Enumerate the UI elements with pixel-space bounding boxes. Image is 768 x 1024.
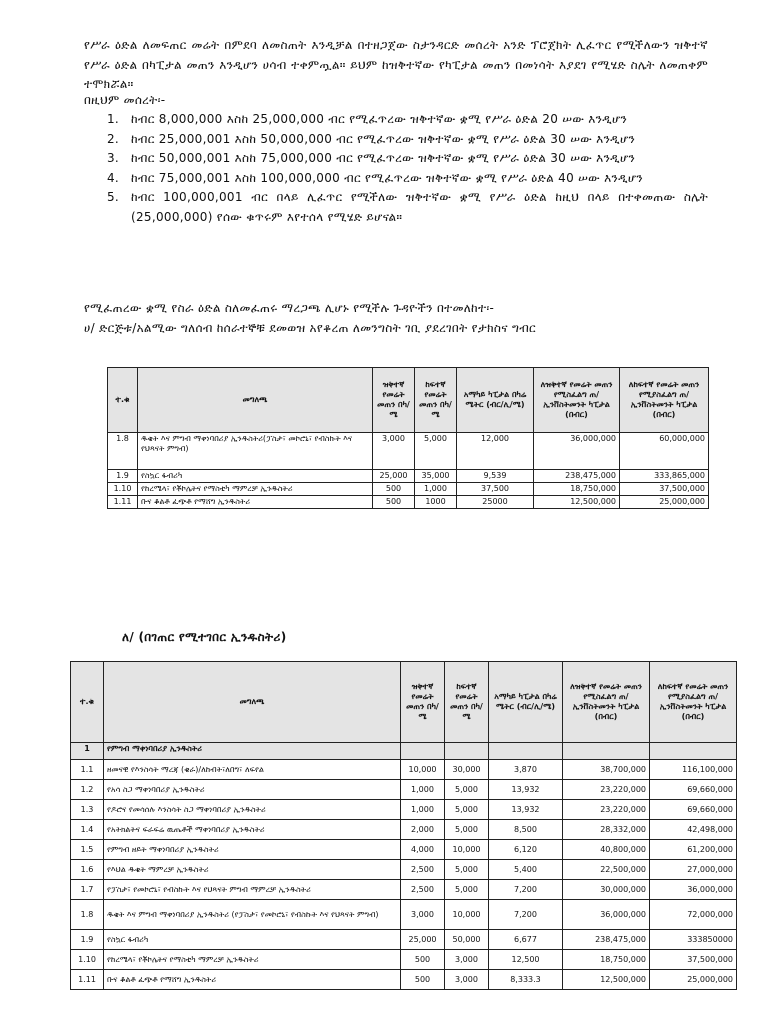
cell-min-capital: 12,500,000	[534, 496, 620, 509]
table-row	[71, 880, 737, 900]
cell-avg-capital: 12,000	[457, 433, 534, 470]
cell-min-capital: 40,800,000	[563, 840, 650, 860]
cell-max-capital: 37,500,000	[620, 483, 709, 496]
cell-description: ቡና ቆልቶ ፈጭቶ የማሸግ ኢንዱስትሪ	[138, 496, 373, 509]
capital-range-list	[107, 110, 708, 227]
cell-min-land: 3,000	[401, 900, 445, 930]
header-min-capital: ለዝቅተኛ የመሬት መጠን የሚስፈልግ ጠ/ኢንቨስትመንት ካፒታል (በብር)	[534, 368, 620, 433]
cell-no: 1.4	[71, 820, 104, 840]
cell-description: የእህል ዱቄት ማምረቻ ኢንዱስትሪ	[104, 860, 401, 880]
cell-description: የከረሜላ፣ የቾኮሌትና የማስቲካ ማምረቻ ኢንዱስትሪ	[104, 950, 401, 970]
cell-min-land: 2,500	[401, 860, 445, 880]
cell-description: ዱቄት እና ምግብ ማቀነባበሪያ ኢንዱስትሪ(ፓስታ፣ መኮሮኒ፣ የብስኩት እና የህጻናት ምግብ)	[138, 433, 373, 470]
cell-min-capital: 30,000,000	[563, 880, 650, 900]
cell-min-capital: 12,500,000	[563, 970, 650, 990]
cell-min-land: 500	[373, 483, 415, 496]
cell-max-land: 10,000	[445, 840, 489, 860]
cell-max-capital: 69,660,000	[650, 780, 737, 800]
list-number: 1.	[107, 112, 120, 126]
header-max-capital: ለከፍተኛ የመሬት መጠን የሚያስፈልግ ጠ/ኢንቨስትመንት ካፒታል (በብር)	[650, 662, 737, 743]
cell-min-capital: 22,500,000	[563, 860, 650, 880]
cell-max-capital: 333,865,000	[620, 470, 709, 483]
cell-no: 1.8	[71, 900, 104, 930]
cell-min-capital: 36,000,000	[563, 900, 650, 930]
header-min-land: ዝቅተኛ የመሬት መጠን በካ/ሜ	[401, 662, 445, 743]
cell-min-land: 2,000	[401, 820, 445, 840]
closing-paragraph-1: የሚፈጠረው ቋሚ የስራ ዕድል ስለመፈጠሩ ማረጋጫ ሊሆኑ የሚችሉ ጉዳዮችን በተመለከተ፡-	[84, 301, 495, 315]
header-max-capital: ለከፍተኛ የመሬት መጠን የሚያስፈልግ ጠ/ኢንቨስትመንት ካፒታል (በብር)	[620, 368, 709, 433]
cell-no: 1.7	[71, 880, 104, 900]
cell-avg-capital: 7,200	[489, 900, 563, 930]
header-no: ተ.ቁ	[108, 368, 138, 433]
section-b-heading: ለ/ (በገጠር የሚተገበር ኢንዱስትሪ)	[122, 630, 287, 644]
cell-min-capital: 238,475,000	[534, 470, 620, 483]
cell-max-capital: 25,000,000	[650, 970, 737, 990]
cell-description: ቡና ቆልቶ ፈጭቶ የማሸግ ኢንዱስትሪ	[104, 970, 401, 990]
list-text: ከብር 50,000,001 እስከ 75,000,000 ብር የሚፈጥረው ዝቅተኛው ቋሚ የሥራ ዕድል 30 ሠው እንዲሆን	[131, 151, 636, 165]
cell-min-capital: 36,000,000	[534, 433, 620, 470]
list-item	[107, 149, 708, 169]
cell-avg-capital: 9,539	[457, 470, 534, 483]
list-text: ከብር 100,000,001 ብር በላይ ሊፈጥር የሚችለው ዝቅተኛው ቋሚ የሥራ ዕድል ከዚህ በላይ በተቀመጠው ስሌት (25,000,000) የሰው ቁጥሩም እየተሰላ የሚሄድ ይሆናል።	[131, 190, 708, 224]
cell-avg-capital: 25000	[457, 496, 534, 509]
list-text: ከብር 75,000,001 እስከ 100,000,000 ብር የሚፈጥረው ዝቅተኛው ቋሚ የሥራ ዕድል 40 ሠው እንዲሆን	[131, 170, 643, 185]
cell-max-capital: 333850000	[650, 930, 737, 950]
intro-paragraph: የሥራ ዕድል ለመፍጠር መሬት በምደባ ለመስጠት እንዲቻል በተዘጋጀው ስታንዳርድ መሰረት አንድ ፕሮጀክት ሊፈጥር የሚችለውን ዝቅተኛ የሥራ ዕድል በካፒታል መጠን እንዲሆን ሀሳብ ተቀምጧል። ይህም ከዝቅተኛው የካፒታል መጠን በመነሳት እያደገ የሚሄድ ስሌት ለመጠቀም ተሞክሯል።	[84, 38, 708, 91]
cell-max-capital: 42,498,000	[650, 820, 737, 840]
cell-min-land: 10,000	[401, 760, 445, 780]
table-header-row	[71, 662, 737, 743]
cell-description: የምግብ ዘይት ማቀነባበሪያ ኢንዱስትሪ	[104, 840, 401, 860]
cell-max-land: 1,000	[415, 483, 457, 496]
cell-max-land: 5,000	[445, 780, 489, 800]
table-header-row	[108, 368, 709, 433]
header-avg-capital: አማካይ ካፒታል በካሬ ሜትር (ብር/ሊ/ሜ)	[489, 662, 563, 743]
table-row	[71, 780, 737, 800]
cell-min-land: 4,000	[401, 840, 445, 860]
cell-min-land: 1,000	[401, 800, 445, 820]
table-row	[108, 470, 709, 483]
cell-description: የፓስታ፣ የመኮሮኒ፣ የብስኩት እና የህጻናት ምግብ ማምረቻ ኢንዱስትሪ	[104, 880, 401, 900]
cell-description: የስኳር ፋብሪካ	[104, 930, 401, 950]
cell-min-land: 25,000	[401, 930, 445, 950]
cell-description: የአትክልትና ፍራፍሬ ዉጤቶች ማቀነባበሪያ ኢንዱስትሪ	[104, 820, 401, 840]
capital-table-2	[70, 661, 737, 990]
cell-avg-capital: 6,120	[489, 840, 563, 860]
cell-min-land: 3,000	[373, 433, 415, 470]
cell-max-land: 30,000	[445, 760, 489, 780]
table-row	[71, 820, 737, 840]
header-description: መግለጫ	[104, 662, 401, 743]
table-row	[71, 970, 737, 990]
list-item	[107, 130, 708, 150]
cell-no: 1.5	[71, 840, 104, 860]
cell-min-land: 500	[401, 970, 445, 990]
cell-max-land: 3,000	[445, 950, 489, 970]
cell-max-land: 50,000	[445, 930, 489, 950]
cell-min-capital: 23,220,000	[563, 780, 650, 800]
cell-min-capital: 23,220,000	[563, 800, 650, 820]
table-row	[108, 496, 709, 509]
empty-cell	[445, 743, 489, 760]
cell-min-capital: 28,332,000	[563, 820, 650, 840]
cell-no: 1.11	[71, 970, 104, 990]
table-row	[71, 900, 737, 930]
cell-max-land: 35,000	[415, 470, 457, 483]
cell-description: ዱቄት እና ምግብ ማቀነባበሪያ ኢንዱስትሪ (የፓስታ፣ የመኮሮኒ፣ የብስኩት እና የህጻናት ምግብ)	[104, 900, 401, 930]
table-row	[71, 800, 737, 820]
cell-max-land: 10,000	[445, 900, 489, 930]
cell-max-land: 5,000	[445, 820, 489, 840]
empty-cell	[650, 743, 737, 760]
list-number: 4.	[107, 170, 120, 185]
cell-avg-capital: 37,500	[457, 483, 534, 496]
cell-min-land: 500	[373, 496, 415, 509]
table-row	[71, 840, 737, 860]
cell-min-capital: 38,700,000	[563, 760, 650, 780]
cell-max-capital: 69,660,000	[650, 800, 737, 820]
list-text: ከብር 8,000,000 እስከ 25,000,000 ብር የሚፈጥረው ዝቅተኛው ቋሚ የሥራ ዕድል 20 ሠው እንዲሆን	[131, 112, 628, 126]
cell-no: 1.9	[71, 930, 104, 950]
empty-cell	[489, 743, 563, 760]
cell-description: የአሳ ስጋ ማቀነባበሪያ ኢንዱስትሪ	[104, 780, 401, 800]
cell-max-capital: 60,000,000	[620, 433, 709, 470]
cell-no: 1.2	[71, 780, 104, 800]
table-row	[108, 483, 709, 496]
table-row	[108, 433, 709, 470]
cell-max-capital: 37,500,000	[650, 950, 737, 970]
cell-max-capital: 72,000,000	[650, 900, 737, 930]
header-min-capital: ለዝቅተኛ የመሬት መጠን የሚስፈልግ ጠ/ኢንቨስትመንት ካፒታል (በብር)	[563, 662, 650, 743]
table-row	[71, 930, 737, 950]
cell-avg-capital: 7,200	[489, 880, 563, 900]
intro-basis: በዚህም መሰረት፡-	[84, 93, 166, 107]
cell-avg-capital: 5,400	[489, 860, 563, 880]
cell-max-land: 5,000	[445, 880, 489, 900]
closing-paragraph-2: ሀ/ ድርጅቱ/አልሚው ግለሰብ ከሰራተኞቹ ደመወዝ አየቆረጠ ለመንግስት ገቢ ያደረገበት የታክስና ግብር	[84, 321, 536, 335]
cell-max-land: 1000	[415, 496, 457, 509]
cell-avg-capital: 13,932	[489, 800, 563, 820]
cell-avg-capital: 8,500	[489, 820, 563, 840]
cell-description: የዶሮና የመሳሰሉ እንስሳት ስጋ ማቀነባበሪያ ኢንዱስትሪ	[104, 800, 401, 820]
list-item	[107, 110, 708, 130]
table-row	[71, 950, 737, 970]
header-avg-capital: አማካይ ካፒታል በካሬ ሜትር (ብር/ሊ/ሜ)	[457, 368, 534, 433]
cell-avg-capital: 8,333.3	[489, 970, 563, 990]
table-row	[71, 860, 737, 880]
cell-description: የስኳር ፋብሪካ	[138, 470, 373, 483]
cell-avg-capital: 12,500	[489, 950, 563, 970]
cell-max-land: 3,000	[445, 970, 489, 990]
cell-max-capital: 25,000,000	[620, 496, 709, 509]
cell-avg-capital: 13,932	[489, 780, 563, 800]
header-max-land: ከፍተኛ የመሬት መጠን በካ/ሜ	[445, 662, 489, 743]
cell-description: ዘመናዊ የእንስሳት ማረጃ (ቄራ)/ለከብት፣ለበግ፣ ለፍየል	[104, 760, 401, 780]
cell-min-land: 2,500	[401, 880, 445, 900]
section-no: 1	[71, 743, 104, 760]
list-item	[107, 169, 708, 189]
header-max-land: ከፍተኛ የመሬት መጠን በካ/ሜ	[415, 368, 457, 433]
cell-max-land: 5,000	[445, 800, 489, 820]
cell-avg-capital: 3,870	[489, 760, 563, 780]
cell-max-capital: 27,000,000	[650, 860, 737, 880]
table-section-row	[71, 743, 737, 760]
header-description: መግለጫ	[138, 368, 373, 433]
section-description: የምግብ ማቀነባበሪያ ኢንዱስትሪ	[104, 743, 401, 760]
list-number: 5.	[107, 190, 120, 204]
cell-min-land: 500	[401, 950, 445, 970]
list-text: ከብር 25,000,001 እስከ 50,000,000 ብር የሚፈጥረው ዝቅተኛው ቋሚ የሥራ ዕድል 30 ሠው እንዲሆን	[131, 131, 636, 146]
empty-cell	[563, 743, 650, 760]
cell-no: 1.1	[71, 760, 104, 780]
table-row	[71, 760, 737, 780]
cell-min-land: 1,000	[401, 780, 445, 800]
cell-max-capital: 116,100,000	[650, 760, 737, 780]
cell-min-capital: 18,750,000	[563, 950, 650, 970]
cell-max-land: 5,000	[415, 433, 457, 470]
cell-min-capital: 238,475,000	[563, 930, 650, 950]
cell-description: የከረሜላ፣ የቾኮሌትና የማስቲካ ማምረቻ ኢንዱስትሪ	[138, 483, 373, 496]
cell-avg-capital: 6,677	[489, 930, 563, 950]
cell-no: 1.10	[108, 483, 138, 496]
empty-cell	[401, 743, 445, 760]
list-number: 3.	[107, 151, 120, 165]
cell-no: 1.10	[71, 950, 104, 970]
header-no: ተ.ቁ	[71, 662, 104, 743]
cell-max-capital: 61,200,000	[650, 840, 737, 860]
list-number: 2.	[107, 131, 120, 146]
capital-table-1	[107, 367, 709, 509]
cell-no: 1.3	[71, 800, 104, 820]
header-min-land: ዝቅተኛ የመሬት መጠን በካ/ሜ	[373, 368, 415, 433]
cell-min-capital: 18,750,000	[534, 483, 620, 496]
table-2-body	[71, 760, 737, 990]
list-item	[107, 188, 708, 227]
cell-no: 1.6	[71, 860, 104, 880]
cell-min-land: 25,000	[373, 470, 415, 483]
cell-no: 1.11	[108, 496, 138, 509]
cell-max-capital: 36,000,000	[650, 880, 737, 900]
cell-no: 1.8	[108, 433, 138, 470]
cell-max-land: 5,000	[445, 860, 489, 880]
cell-no: 1.9	[108, 470, 138, 483]
